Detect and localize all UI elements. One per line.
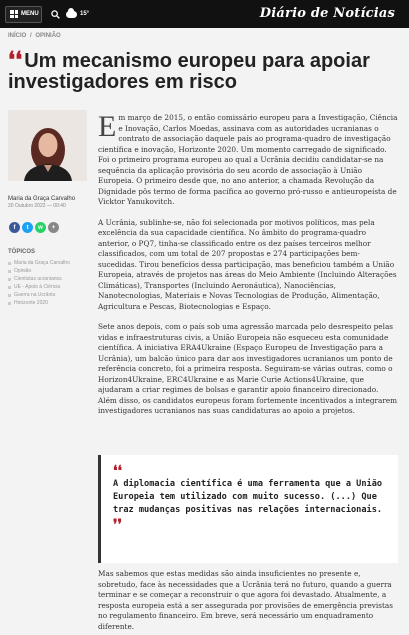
menu-button[interactable] [5, 6, 42, 23]
site-logo[interactable]: Diário de Notícias [259, 6, 395, 21]
author-photo [8, 110, 87, 181]
facebook-share-icon[interactable]: f [9, 222, 20, 233]
topic-item[interactable]: Maria da Graça Carvalho [8, 259, 70, 267]
pull-quote-text: A diplomacia científica é uma ferramenta que a União Europeia tem utilizado com muito sucesso. (...) Que traz mudanças positivas nas relações internacionais. [113, 479, 383, 515]
topics-list [8, 259, 70, 307]
whatsapp-share-icon[interactable]: w [35, 222, 46, 233]
breadcrumb [8, 33, 63, 39]
top-navigation-bar [0, 0, 409, 28]
more-share-icon[interactable]: + [48, 222, 59, 233]
share-buttons [9, 222, 59, 233]
topic-item[interactable]: Guerra na Ucrânia [8, 291, 70, 299]
search-button[interactable] [46, 6, 64, 23]
open-quote-icon: ❛❛ [113, 463, 123, 479]
breadcrumb-section[interactable]: OPINIÃO [35, 33, 61, 39]
menu-label: MENU [21, 11, 39, 17]
quote-mark-icon: ❛❛ [8, 47, 23, 73]
topic-item[interactable]: Horizonte 2020 [8, 299, 70, 307]
article-paragraph: Mas sabemos que estas medidas são ainda insuficientes no presente e, sobretudo, face às necessidades que a Ucrânia terá no futuro, quando a guerra terminar e se começar a reconstruir o que agora foi devastado. Atualmente, a resposta europeia está a ser assegurada por provisões de emergência previstas no regulamento financeiro. Em breve, será necessário um enquadramento diferente. [98, 569, 394, 631]
pull-quote [98, 455, 398, 563]
twitter-share-icon[interactable]: t [22, 222, 33, 233]
article-paragraph: A Ucrânia, sublinhe-se, não foi selecionada por motivos políticos, mas pela excelência da sua capacidade científica. No âmbito do programa-quadro anterior, o PQ7, tinha-se classificado entre os dez países terceiros melhor classificados, com um total de 207 propostas e 274 participações bem-sucedidas. Tirou benefícios dessa participação, mas beneficiou também a União Europeia, através de projetos nas áreas do Meio Ambiente (Incluindo Alterações Climáticas), Transportes (Incluindo Aeronáutica), Nanociências, Nanotecnologias, Materiais e Novas Tecnologias de Produção, Alimentação, Agricultura e Pescas, Biotecnologias e Espaço. [98, 217, 397, 311]
drop-cap: E [98, 110, 117, 143]
topic-item[interactable]: Cientistas ucranianos [8, 275, 70, 283]
headline-text: Um mecanismo europeu para apoiar investigadores em risco [8, 50, 370, 93]
article-paragraph: Em março de 2015, o então comissário europeu para a Investigação, Ciência e Inovação, Carlos Moedas, assinava com as autoridades ucranianas o contrato de associação daquele país ao programa-quadro de investigação científica e inovação, Horizonte 2020. Um momento carregado de significado. Foi o primeiro programa europeu ao qual a Ucrânia decidiu candidatar-se na sequência da aplicação provisória do seu acordo de associação à União Europeia. O primeiro desde que, no ano anterior, a chamada Revolução da Dignidade pôs termo de forma pacífica ao governo pró-russo e antieuropeísta de Vicktor Yanukovitch. [98, 110, 398, 206]
article-paragraph: Sete anos depois, com o país sob uma agressão marcada pelo desrespeito pelas vidas e infraestruturas civis, a União Europeia não esqueceu esta comunidade científica. A iniciativa ERA4Ukraine (Espaço Europeu de Investigação para a Ucrânia), um balcão único para dar aos investigadores ucranianos um ponto de referência concreto, foi a primeira resposta. Seguiram-se várias outras, como o Horizon4Ukraine, ERC4Ukraine e as Marie Curie Actions4Ukraine, que ajudaram a criar regimes de bolsas e garantir apoio financeiro direcionado. Além disso, os candidatos europeus foram fortemente incentivados a integrarem investigadores ucranianos nas suas candidaturas ao apoio a projetos. [98, 322, 398, 415]
cloud-icon [66, 11, 77, 18]
topic-item[interactable]: UE - Apoio à Ciência [8, 283, 70, 291]
topic-item[interactable]: Opinião [8, 267, 70, 275]
publish-date: 20 Outubro 2022 — 00:40 [8, 203, 66, 209]
breadcrumb-home[interactable]: INÍCIO [8, 33, 27, 39]
search-icon [51, 10, 60, 19]
menu-grid-icon [10, 10, 18, 18]
breadcrumb-separator: / [30, 33, 32, 39]
article-body [98, 110, 398, 427]
weather-temperature: 15° [80, 11, 90, 17]
article-headline [8, 47, 403, 93]
topics-title: TÓPICOS [8, 249, 36, 255]
weather-widget[interactable] [66, 6, 97, 23]
author-name[interactable]: Maria da Graça Carvalho [8, 196, 76, 202]
close-quote-icon: ❜❜ [113, 517, 123, 533]
